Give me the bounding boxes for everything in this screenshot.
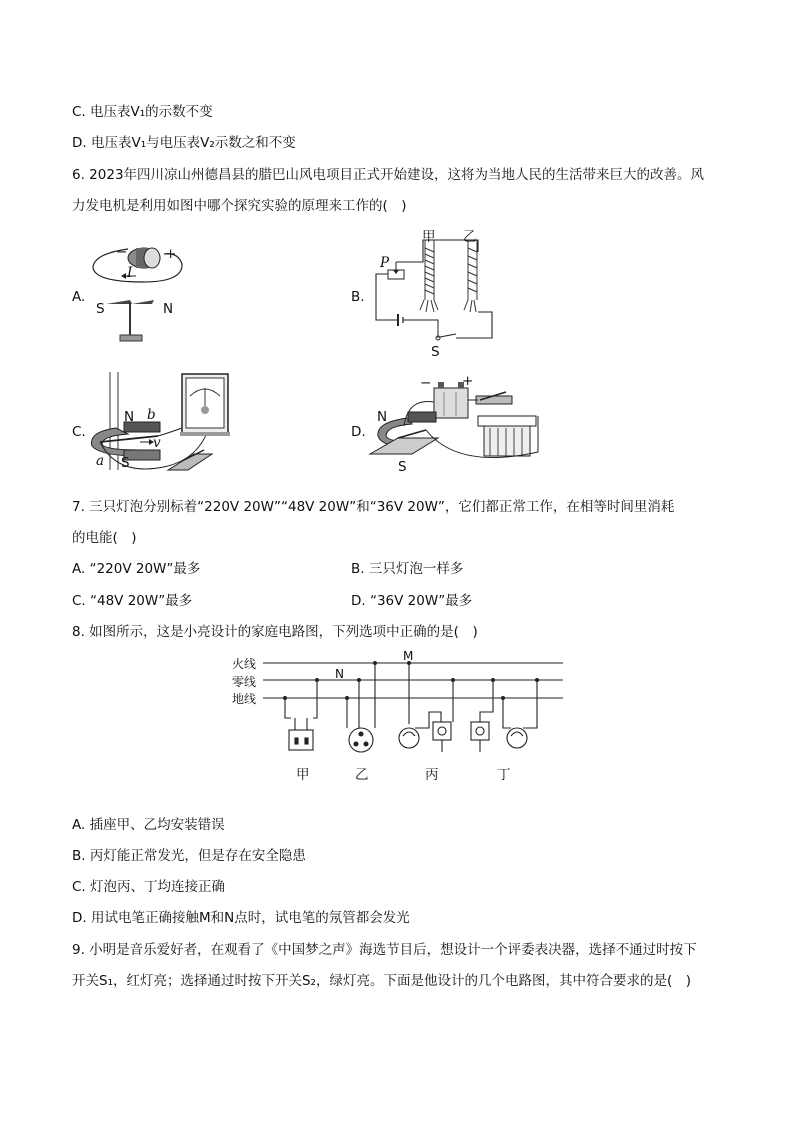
q9-stem-line1: 9. 小明是音乐爱好者，在观看了《中国梦之声》海选节目后，想设计一个评委表决器，选择不通过时按下 bbox=[72, 942, 697, 958]
q9-stem-line2: 开关S₁，红灯亮；选择通过时按下开关S₂，绿灯亮。下面是他设计的几个电路图，其中符合要求的是( ) bbox=[72, 973, 691, 989]
q7-option-c: C. “48V 20W”最多 bbox=[72, 593, 193, 609]
figc-v: v bbox=[153, 435, 161, 451]
figb-p: P bbox=[380, 255, 390, 271]
figc-b: b bbox=[147, 407, 156, 423]
q8-stem: 8. 如图所示，这是小亮设计的家庭电路图，下列选项中正确的是( ) bbox=[72, 624, 478, 640]
q8-wire-ground: 地线 bbox=[232, 692, 257, 706]
figb-yi: 乙 bbox=[463, 229, 477, 245]
figa-current: I bbox=[127, 265, 133, 281]
q6-stem-line2: 力发电机是利用如图中哪个探究实验的原理来工作的( ) bbox=[72, 198, 407, 214]
figc-a: a bbox=[96, 453, 105, 469]
q8-wire-live: 火线 bbox=[232, 657, 257, 671]
q8-wire-neutral: 零线 bbox=[232, 675, 257, 689]
q7-option-d: D. “36V 20W”最多 bbox=[351, 593, 473, 609]
figd-minus: − bbox=[420, 375, 432, 391]
q7-stem-line1: 7. 三只灯泡分别标着“220V 20W”“48V 20W”和“36V 20W”，它们都正常工作，在相等时间里消耗 bbox=[72, 499, 675, 515]
q8-option-c: C. 灯泡丙、丁均连接正确 bbox=[72, 879, 226, 895]
q7-option-b: B. 三只灯泡一样多 bbox=[351, 561, 464, 577]
q8-label-jia: 甲 bbox=[296, 767, 310, 783]
figd-s: S bbox=[398, 459, 407, 475]
figc-s: S bbox=[121, 455, 130, 471]
q6-stem-line1: 6. 2023年四川凉山州德昌县的腊巴山风电项目正式开始建设，这将为当地人民的生活带来巨大的改善。风 bbox=[72, 167, 705, 183]
q8-point-m: M bbox=[403, 649, 414, 663]
figb-jia: 甲 bbox=[422, 229, 436, 245]
q6-figure-a bbox=[88, 236, 198, 348]
q8-label-bing: 丙 bbox=[425, 767, 439, 783]
q6-label-b: B. bbox=[351, 289, 365, 305]
q8-label-ding: 丁 bbox=[497, 767, 511, 783]
q8-option-d: D. 用试电笔正确接触M和N点时，试电笔的氖管都会发光 bbox=[72, 910, 410, 926]
q8-circuit-diagram bbox=[225, 648, 570, 766]
q8-option-a: A. 插座甲、乙均安装错误 bbox=[72, 817, 225, 833]
q6-figure-d bbox=[368, 378, 548, 478]
figd-plus: + bbox=[462, 373, 474, 389]
q6-label-c: C. bbox=[72, 424, 86, 440]
figa-plus: + bbox=[165, 246, 177, 262]
q7-stem-line2: 的电能( ) bbox=[72, 530, 137, 546]
figa-south: S bbox=[96, 301, 105, 317]
figd-n: N bbox=[377, 409, 388, 425]
q6-label-a: A. bbox=[72, 289, 86, 305]
q8-option-b: B. 丙灯能正常发光，但是存在安全隐患 bbox=[72, 848, 306, 864]
q6-figure-c bbox=[88, 370, 248, 482]
figb-switch: S bbox=[431, 344, 440, 360]
figc-n: N bbox=[124, 409, 135, 425]
q6-label-d: D. bbox=[351, 424, 366, 440]
q8-point-n: N bbox=[335, 667, 344, 681]
figa-minus: − bbox=[116, 244, 128, 260]
q7-option-a: A. “220V 20W”最多 bbox=[72, 561, 201, 577]
q6-figure-b bbox=[368, 230, 498, 355]
figa-north: N bbox=[163, 301, 174, 317]
q5-option-c: C. 电压表V₁的示数不变 bbox=[72, 104, 213, 120]
q8-label-yi: 乙 bbox=[355, 767, 369, 783]
q5-option-d: D. 电压表V₁与电压表V₂示数之和不变 bbox=[72, 135, 296, 151]
